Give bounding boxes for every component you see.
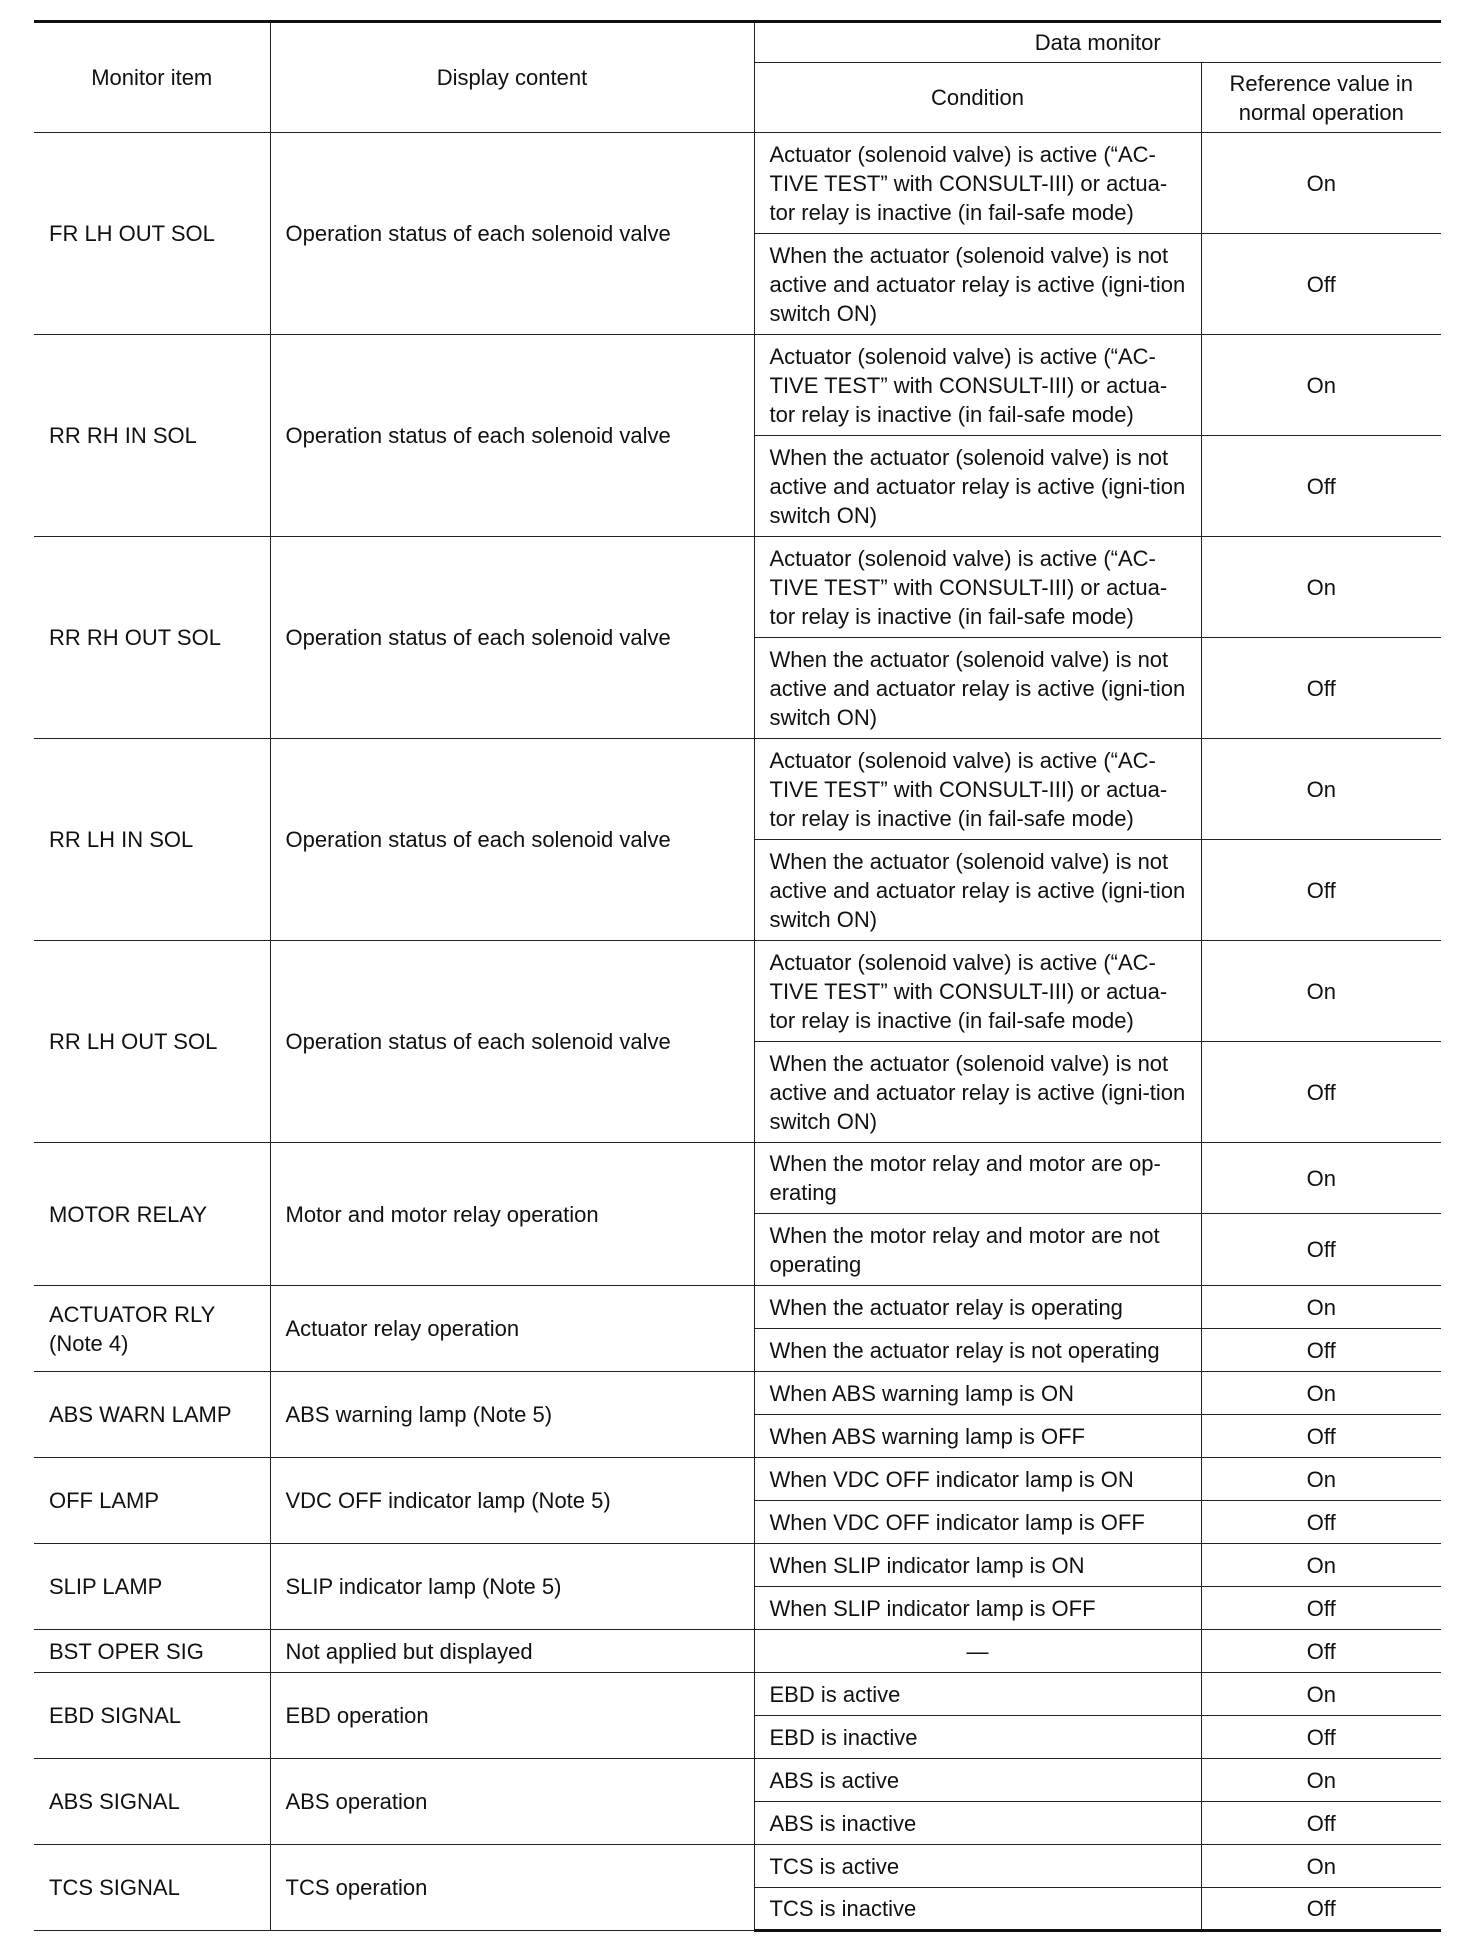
reference-value-cell: Off xyxy=(1201,1888,1441,1931)
table-row xyxy=(34,941,1441,1042)
display-content-cell: Motor and motor relay operation xyxy=(270,1143,754,1286)
reference-value-cell: Off xyxy=(1201,638,1441,739)
reference-value-cell: Off xyxy=(1201,1042,1441,1143)
display-content-cell: Operation status of each solenoid valve xyxy=(270,133,754,335)
condition-cell: Actuator (solenoid valve) is active (“AC-TIVE TEST” with CONSULT-III) or actua-tor relay is inactive (in fail-safe mode) xyxy=(754,739,1201,840)
monitor-item-cell: OFF LAMP xyxy=(34,1458,270,1544)
condition-cell: — xyxy=(754,1630,1201,1673)
monitor-item-cell: RR RH OUT SOL xyxy=(34,537,270,739)
table-row xyxy=(34,1845,1441,1888)
monitor-item-cell: RR LH OUT SOL xyxy=(34,941,270,1143)
table-row xyxy=(34,1630,1441,1673)
reference-value-cell: Off xyxy=(1201,1802,1441,1845)
display-content-cell: Actuator relay operation xyxy=(270,1286,754,1372)
monitor-item-cell: MOTOR RELAY xyxy=(34,1143,270,1286)
data-monitor-table xyxy=(34,20,1441,1932)
condition-cell: Actuator (solenoid valve) is active (“AC-TIVE TEST” with CONSULT-III) or actua-tor relay is inactive (in fail-safe mode) xyxy=(754,133,1201,234)
table-row xyxy=(34,739,1441,840)
display-content-cell: TCS operation xyxy=(270,1845,754,1931)
monitor-item-cell: ABS SIGNAL xyxy=(34,1759,270,1845)
reference-value-cell: On xyxy=(1201,739,1441,840)
monitor-item-cell: FR LH OUT SOL xyxy=(34,133,270,335)
reference-value-cell: On xyxy=(1201,1673,1441,1716)
reference-value-cell: Off xyxy=(1201,1630,1441,1673)
monitor-item-cell: EBD SIGNAL xyxy=(34,1673,270,1759)
header-data-monitor: Data monitor xyxy=(754,22,1441,63)
display-content-cell: Operation status of each solenoid valve xyxy=(270,537,754,739)
condition-cell: Actuator (solenoid valve) is active (“AC-TIVE TEST” with CONSULT-III) or actua-tor relay is inactive (in fail-safe mode) xyxy=(754,537,1201,638)
condition-cell: ABS is inactive xyxy=(754,1802,1201,1845)
table-row xyxy=(34,335,1441,436)
reference-value-cell: On xyxy=(1201,1143,1441,1214)
condition-cell: When the actuator (solenoid valve) is not active and actuator relay is active (igni-tion switch ON) xyxy=(754,1042,1201,1143)
reference-value-cell: On xyxy=(1201,537,1441,638)
condition-cell: TCS is inactive xyxy=(754,1888,1201,1931)
monitor-item-cell: SLIP LAMP xyxy=(34,1544,270,1630)
table-row xyxy=(34,1458,1441,1501)
condition-cell: When the motor relay and motor are not operating xyxy=(754,1214,1201,1286)
monitor-item-cell: ACTUATOR RLY (Note 4) xyxy=(34,1286,270,1372)
table-row xyxy=(34,1673,1441,1716)
condition-cell: When the actuator (solenoid valve) is not active and actuator relay is active (igni-tion switch ON) xyxy=(754,638,1201,739)
condition-cell: When VDC OFF indicator lamp is OFF xyxy=(754,1501,1201,1544)
reference-value-cell: On xyxy=(1201,1372,1441,1415)
display-content-cell: SLIP indicator lamp (Note 5) xyxy=(270,1544,754,1630)
reference-value-cell: Off xyxy=(1201,1587,1441,1630)
table-row xyxy=(34,1372,1441,1415)
condition-cell: When ABS warning lamp is OFF xyxy=(754,1415,1201,1458)
table-row xyxy=(34,133,1441,234)
monitor-item-cell: TCS SIGNAL xyxy=(34,1845,270,1931)
reference-value-cell: On xyxy=(1201,133,1441,234)
reference-value-cell: Off xyxy=(1201,1501,1441,1544)
condition-cell: When the actuator (solenoid valve) is not active and actuator relay is active (igni-tion switch ON) xyxy=(754,840,1201,941)
condition-cell: When VDC OFF indicator lamp is ON xyxy=(754,1458,1201,1501)
display-content-cell: ABS warning lamp (Note 5) xyxy=(270,1372,754,1458)
monitor-item-cell: RR RH IN SOL xyxy=(34,335,270,537)
table-row xyxy=(34,1143,1441,1214)
table-row xyxy=(34,1759,1441,1802)
display-content-cell: Operation status of each solenoid valve xyxy=(270,941,754,1143)
display-content-cell: Operation status of each solenoid valve xyxy=(270,739,754,941)
monitor-item-cell: ABS WARN LAMP xyxy=(34,1372,270,1458)
reference-value-cell: Off xyxy=(1201,234,1441,335)
display-content-cell: EBD operation xyxy=(270,1673,754,1759)
condition-cell: When the actuator relay is operating xyxy=(754,1286,1201,1329)
reference-value-cell: On xyxy=(1201,1458,1441,1501)
reference-value-cell: Off xyxy=(1201,436,1441,537)
table-row xyxy=(34,537,1441,638)
condition-cell: When ABS warning lamp is ON xyxy=(754,1372,1201,1415)
table-row xyxy=(34,1544,1441,1587)
monitor-item-cell: BST OPER SIG xyxy=(34,1630,270,1673)
reference-value-cell: Off xyxy=(1201,840,1441,941)
header-reference-value: Reference value in normal operation xyxy=(1201,63,1441,133)
reference-value-cell: Off xyxy=(1201,1214,1441,1286)
condition-cell: Actuator (solenoid valve) is active (“AC-TIVE TEST” with CONSULT-III) or actua-tor relay is inactive (in fail-safe mode) xyxy=(754,335,1201,436)
monitor-item-cell: RR LH IN SOL xyxy=(34,739,270,941)
condition-cell: EBD is inactive xyxy=(754,1716,1201,1759)
condition-cell: When the actuator relay is not operating xyxy=(754,1329,1201,1372)
reference-value-cell: On xyxy=(1201,1544,1441,1587)
condition-cell: When the actuator (solenoid valve) is not active and actuator relay is active (igni-tion switch ON) xyxy=(754,234,1201,335)
header-display-content: Display content xyxy=(270,22,754,133)
condition-cell: When SLIP indicator lamp is ON xyxy=(754,1544,1201,1587)
reference-value-cell: Off xyxy=(1201,1415,1441,1458)
reference-value-cell: On xyxy=(1201,1286,1441,1329)
display-content-cell: ABS operation xyxy=(270,1759,754,1845)
reference-value-cell: On xyxy=(1201,941,1441,1042)
condition-cell: ABS is active xyxy=(754,1759,1201,1802)
reference-value-cell: Off xyxy=(1201,1329,1441,1372)
header-monitor-item: Monitor item xyxy=(34,22,270,133)
display-content-cell: VDC OFF indicator lamp (Note 5) xyxy=(270,1458,754,1544)
table-row xyxy=(34,1286,1441,1329)
header-condition: Condition xyxy=(754,63,1201,133)
display-content-cell: Not applied but displayed xyxy=(270,1630,754,1673)
reference-value-cell: Off xyxy=(1201,1716,1441,1759)
display-content-cell: Operation status of each solenoid valve xyxy=(270,335,754,537)
reference-value-cell: On xyxy=(1201,335,1441,436)
reference-value-cell: On xyxy=(1201,1759,1441,1802)
condition-cell: TCS is active xyxy=(754,1845,1201,1888)
table-body xyxy=(34,133,1441,1931)
reference-value-cell: On xyxy=(1201,1845,1441,1888)
condition-cell: When the motor relay and motor are op-erating xyxy=(754,1143,1201,1214)
condition-cell: When SLIP indicator lamp is OFF xyxy=(754,1587,1201,1630)
condition-cell: Actuator (solenoid valve) is active (“AC-TIVE TEST” with CONSULT-III) or actua-tor relay is inactive (in fail-safe mode) xyxy=(754,941,1201,1042)
table-header xyxy=(34,22,1441,133)
condition-cell: When the actuator (solenoid valve) is not active and actuator relay is active (igni-tion switch ON) xyxy=(754,436,1201,537)
condition-cell: EBD is active xyxy=(754,1673,1201,1716)
